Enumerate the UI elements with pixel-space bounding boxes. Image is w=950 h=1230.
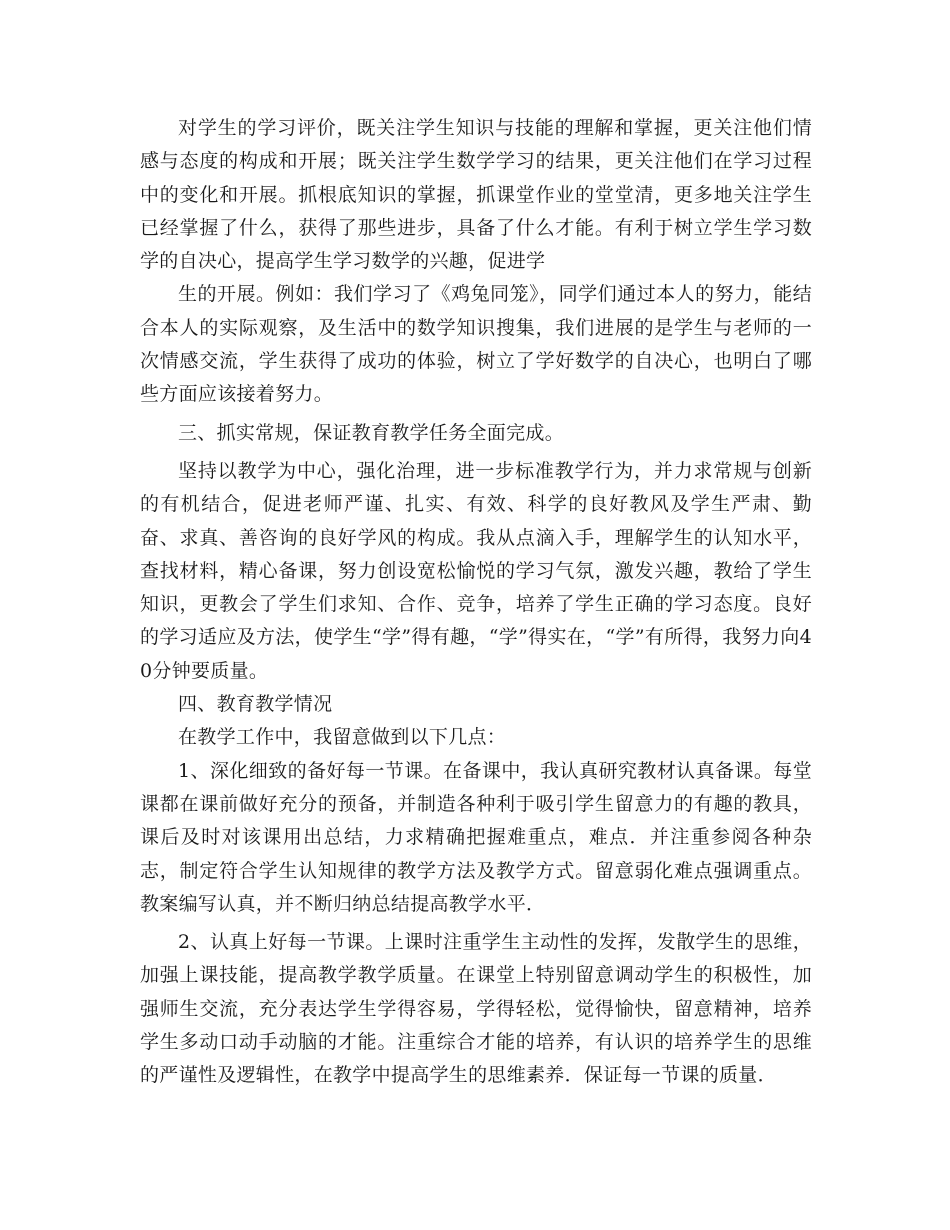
section-heading-three: 三、抓实常规，保证教育教学任务全面完成。 bbox=[178, 421, 565, 444]
paragraph-point-one: 1、深化细致的备好每一节课。在备课中，我认真研究教材认真备课。每堂课都在课前做好充分的预备，并制造各种利于吸引学生留意力的有趣的教具，课后及时对该课用出总结，力求精确把握难重点，难点．并注重参阅各种杂志，制定符合学生认知规律的教学方法及教学方式。留意弱化难点强调重点。教案编写认真，并不断归纳总结提高教学水平． bbox=[140, 759, 812, 915]
paragraph-evaluation: 对学生的学习评价，既关注学生知识与技能的理解和掌握，更关注他们情感与态度的构成和开展；既关注学生数学学习的结果，更关注他们在学习过程中的变化和开展。抓根底知识的掌握，抓课堂作业的堂堂清，更多地关注学生已经掌握了什么，获得了那些进步，具备了什么才能。有利于树立学生学习数学的自决心，提高学生学习数学的兴趣，促进学 bbox=[140, 117, 812, 273]
paragraph-example: 生的开展。例如：我们学习了《鸡兔同笼》，同学们通过本人的努力，能结合本人的实际观察，及生活中的数学知识搜集，我们进展的是学生与老师的一次情感交流，学生获得了成功的体验，树立了学好数学的自决心，也明白了哪些方面应该接着努力。 bbox=[140, 283, 812, 406]
paragraph-intro-points: 在教学工作中，我留意做到以下几点： bbox=[178, 726, 507, 749]
paragraph-routine: 坚持以教学为中心，强化治理，进一步标准教学行为，并力求常规与创新的有机结合，促进老师严谨、扎实、有效、科学的良好教风及学生严肃、勤奋、求真、善咨询的良好学风的构成。我从点滴入手，理解学生的认知水平，查找材料，精心备课，努力创设宽松愉悦的学习气氛，激发兴趣，教给了学生知识，更教会了学生们求知、合作、竞争，培养了学生正确的学习态度。良好的学习适应及方法，使学生“学”得有趣，“学”得实在，“学”有所得，我努力向40分钟要质量。 bbox=[140, 459, 812, 682]
paragraph-point-two: 2、认真上好每一节课。上课时注重学生主动性的发挥，发散学生的思维，加强上课技能，提高教学教学质量。在课堂上特别留意调动学生的积极性，加强师生交流，充分表达学生学得容易，学得轻松，觉得愉快，留意精神，培养学生多动口动手动脑的才能。注重综合才能的培养，有认识的培养学生的思维的严谨性及逻辑性，在教学中提高学生的思维素养．保证每一节课的质量． bbox=[140, 931, 812, 1087]
document-body bbox=[140, 112, 812, 1093]
section-heading-four: 四、教育教学情况 bbox=[178, 693, 333, 716]
